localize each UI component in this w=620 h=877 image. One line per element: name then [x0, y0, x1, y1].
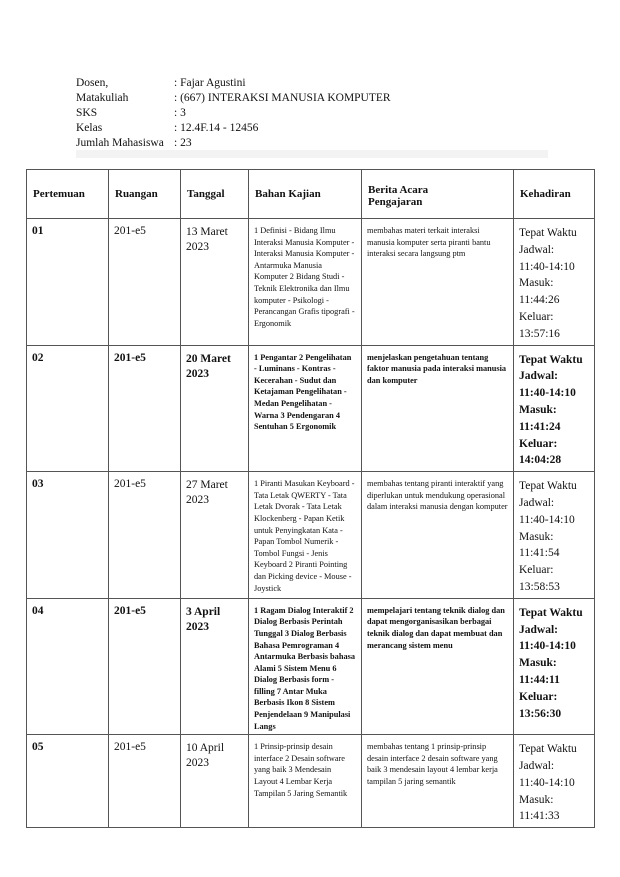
cell-tanggal [181, 345, 249, 472]
kehadiran-jadwal-label: Jadwal: [519, 623, 558, 636]
tanggal-line1: 10 April [186, 742, 225, 755]
cell-pertemuan: 05 [27, 735, 109, 828]
header-tanggal: Tanggal [181, 170, 249, 219]
cell-bahan-kajian: 1 Ragam Dialog Interaktif 2 Dialog Berbasis Perintah Tunggal 3 Dialog Berbasis Bahasa Pemrograman 4 Antarmuka Berbasis bahasa Alami 5 Sistem Menu 6 Dialog Berbasis form - filling 7 Antar Muka Berbasis Ikon 8 Sistem Penjendelaan 9 Manipulasi Langs [249, 598, 362, 735]
kehadiran-jadwal-label: Jadwal: [519, 496, 555, 509]
cell-kehadiran [514, 598, 595, 735]
cell-bahan-kajian: 1 Piranti Masukan Keyboard - Tata Letak QWERTY - Tata Letak Dvorak - Tata Letak Klockenberg - Papan Ketik untuk Penyingkatan Kata - Papan Tombol Numerik - Tombol Fungsi - Jenis Keyboard 2 Piranti Pointing dan Picking device - Mouse - Joystick [249, 472, 362, 599]
kehadiran-jadwal-label: Jadwal: [519, 760, 555, 773]
tanggal-line2: 2023 [186, 620, 209, 633]
info-row-sks [76, 106, 391, 121]
cell-kehadiran [514, 219, 595, 346]
kehadiran-jadwal-time: 11:40-14:10 [519, 513, 575, 526]
kehadiran-masuk-label: Masuk: [519, 657, 557, 670]
table-row [27, 598, 595, 735]
cell-ruangan: 201-e5 [109, 598, 181, 735]
dosen-label: Dosen, [76, 77, 109, 89]
kehadiran-jadwal-label: Jadwal: [519, 370, 558, 383]
kehadiran-jadwal-time: 11:40-14:10 [519, 640, 576, 653]
cell-berita-acara: mempelajari tentang teknik dialog dan dapat mengorganisasikan berbagai teknik dialog dan dapat membuat dan merancang sistem menu [362, 598, 514, 735]
kehadiran-keluar-time: 13:56:30 [519, 707, 562, 720]
tanggal-line1: 20 Maret [186, 352, 231, 365]
schedule-table [26, 169, 595, 828]
table-row [27, 735, 595, 828]
kehadiran-status: Tepat Waktu [519, 743, 577, 756]
table-row [27, 219, 595, 346]
cell-kehadiran [514, 735, 595, 828]
kehadiran-masuk-time: 11:41:24 [519, 420, 561, 433]
cell-tanggal [181, 735, 249, 828]
kehadiran-jadwal-label: Jadwal: [519, 243, 555, 256]
cell-kehadiran [514, 472, 595, 599]
cell-berita-acara: membahas materi terkait interaksi manusia komputer serta piranti bantu interaksi secara langsung ptm [362, 219, 514, 346]
info-row-dosen [76, 76, 391, 91]
cell-berita-acara: menjelaskan pengetahuan tentang faktor manusia pada interaksi manusia dan komputer [362, 345, 514, 472]
cell-berita-acara: membahas tentang 1 prinsip-prinsip desain interface 2 desain software yang baik 3 mendesain layout 4 lembar kerja tampilan 5 jaring semantik [362, 735, 514, 828]
header-berita-acara [362, 170, 514, 219]
tanggal-line2: 2023 [186, 367, 209, 380]
cell-tanggal [181, 472, 249, 599]
kehadiran-jadwal-time: 11:40-14:10 [519, 387, 576, 400]
header-berita-line1: Berita Acara [368, 184, 429, 196]
info-row-kelas [76, 121, 391, 136]
kelas-value: : 12.4F.14 - 12456 [174, 122, 259, 134]
cell-ruangan: 201-e5 [109, 345, 181, 472]
kehadiran-keluar-time: 13:57:16 [519, 327, 560, 340]
kehadiran-masuk-time: 11:41:54 [519, 547, 560, 560]
cell-tanggal [181, 598, 249, 735]
matakuliah-value: : (667) INTERAKSI MANUSIA KOMPUTER [174, 92, 391, 104]
tanggal-line1: 13 Maret [186, 226, 228, 238]
kehadiran-keluar-label: Keluar: [519, 437, 558, 450]
cell-pertemuan: 02 [27, 345, 109, 472]
tanggal-line1: 27 Maret [186, 479, 228, 492]
cell-bahan-kajian: 1 Definisi - Bidang Ilmu Interaksi Manusia Komputer - Interaksi Manusia Komputer - Antarmuka Manusia Komputer 2 Bidang Studi - Teknik Elektronika dan Ilmu komputer - Psikologi - Perancangan Grafis tipografi - Ergonomik [249, 219, 362, 346]
kehadiran-masuk-time: 11:41:33 [519, 810, 560, 823]
jumlah-value: : 23 [174, 137, 192, 149]
cell-pertemuan: 03 [27, 472, 109, 599]
header-pertemuan: Pertemuan [27, 170, 109, 219]
header-ruangan: Ruangan [109, 170, 181, 219]
kelas-label: Kelas [76, 122, 103, 134]
kehadiran-keluar-time: 13:58:53 [519, 580, 560, 593]
table-row [27, 345, 595, 472]
kehadiran-masuk-label: Masuk: [519, 530, 554, 543]
kehadiran-keluar-label: Keluar: [519, 564, 554, 577]
tanggal-line1: 3 April [186, 605, 221, 618]
header-berita-line2: Pengajaran [368, 196, 423, 208]
kehadiran-status: Tepat Waktu [519, 606, 583, 619]
kehadiran-masuk-time: 11:44:11 [519, 673, 560, 686]
cell-bahan-kajian: 1 Pengantar 2 Pengelihatan - Luminans - Kontras - Kecerahan - Sudut dan Ketajaman Pengelihatan - Medan Pengelihatan - Warna 3 Pendengaran 4 Sentuhan 5 Ergonomik [249, 345, 362, 472]
kehadiran-masuk-label: Masuk: [519, 403, 557, 416]
kehadiran-jadwal-time: 11:40-14:10 [519, 776, 575, 789]
kehadiran-keluar-label: Keluar: [519, 310, 554, 323]
kehadiran-masuk-time: 11:44:26 [519, 294, 560, 307]
header-bahan-kajian: Bahan Kajian [249, 170, 362, 219]
header-kehadiran: Kehadiran [514, 170, 595, 219]
kehadiran-keluar-label: Keluar: [519, 690, 558, 703]
jumlah-label: Jumlah Mahasiswa [76, 137, 164, 149]
course-info [76, 76, 391, 151]
cell-berita-acara: membahas tentang piranti interaktif yang diperlukan untuk mendukung operasional dalam interaksi manusia dengan komputer [362, 472, 514, 599]
kehadiran-keluar-time: 14:04:28 [519, 454, 562, 467]
kehadiran-masuk-label: Masuk: [519, 793, 554, 806]
cell-tanggal [181, 219, 249, 346]
kehadiran-status: Tepat Waktu [519, 480, 577, 493]
cell-ruangan: 201-e5 [109, 219, 181, 346]
table-header-row [27, 170, 595, 219]
info-row-jumlah [76, 136, 391, 151]
matakuliah-label: Matakuliah [76, 92, 129, 104]
kehadiran-status: Tepat Waktu [519, 353, 583, 366]
table-row [27, 472, 595, 599]
cell-kehadiran [514, 345, 595, 472]
tanggal-line2: 2023 [186, 757, 209, 770]
sks-value: : 3 [174, 107, 186, 119]
cell-pertemuan: 01 [27, 219, 109, 346]
tanggal-line2: 2023 [186, 241, 209, 253]
kehadiran-masuk-label: Masuk: [519, 277, 554, 290]
divider-band [76, 150, 548, 158]
cell-ruangan: 201-e5 [109, 472, 181, 599]
tanggal-line2: 2023 [186, 494, 209, 507]
cell-pertemuan: 04 [27, 598, 109, 735]
sks-label: SKS [76, 107, 98, 119]
info-row-matakuliah [76, 91, 391, 106]
kehadiran-jadwal-time: 11:40-14:10 [519, 260, 575, 273]
dosen-value: : Fajar Agustini [174, 77, 246, 89]
cell-bahan-kajian: 1 Prinsip-prinsip desain interface 2 Desain software yang baik 3 Mendesain Layout 4 Lembar Kerja Tampilan 5 Jaring Semantik [249, 735, 362, 828]
cell-ruangan: 201-e5 [109, 735, 181, 828]
kehadiran-status: Tepat Waktu [519, 227, 577, 239]
